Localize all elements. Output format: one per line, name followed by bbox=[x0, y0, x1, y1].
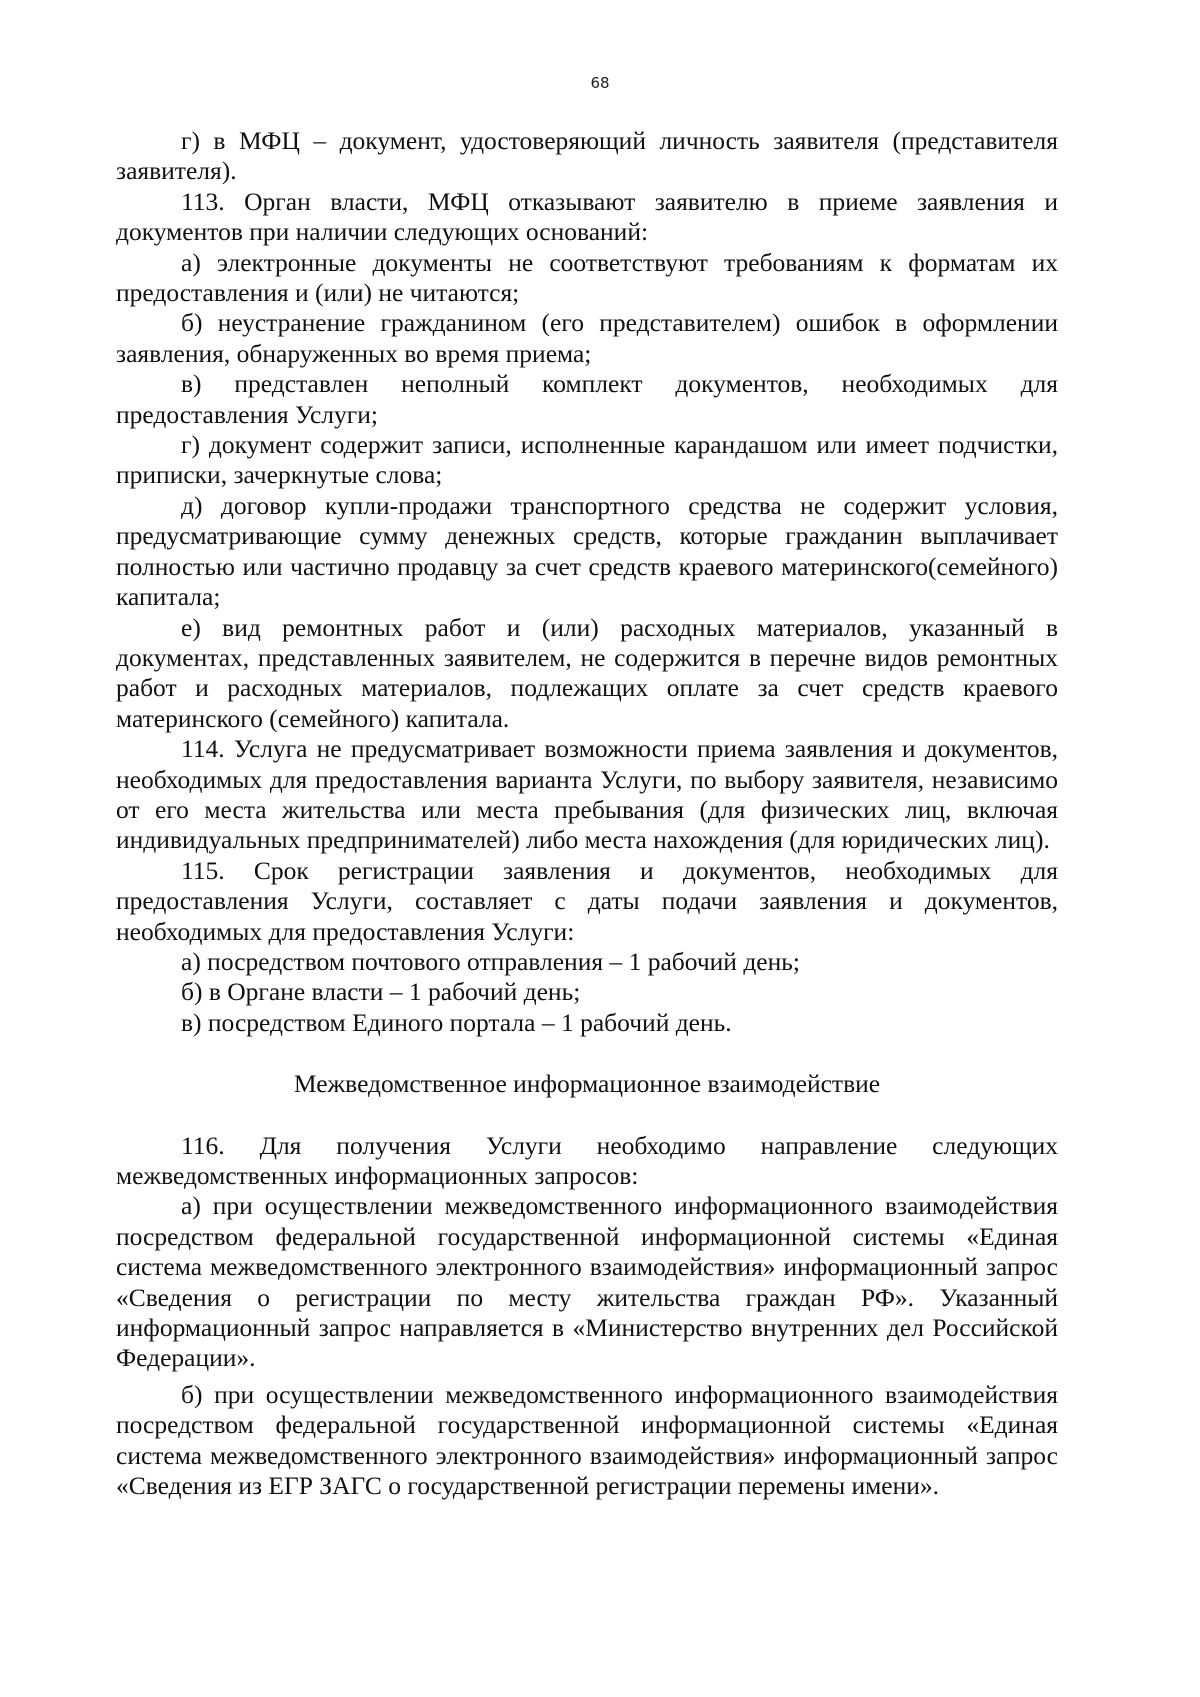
paragraph-113-e: е) вид ремонтных работ и (или) расходных материалов, указанный в документах, представленных заявителем, не содержится в перечне видов ремонтных работ и расходных материалов, подлежащих оплате за счет средств краевого материнского (семейного) капитала. bbox=[116, 612, 1058, 733]
document-body bbox=[116, 126, 1058, 1501]
paragraph-114: 114. Услуга не предусматривает возможности приема заявления и документов, необходимых для предоставления варианта Услуги, по выбору заявителя, независимо от его места жительства или места пребывания (для физических лиц, включая индивидуальных предпринимателей) либо места нахождения (для юридических лиц). bbox=[116, 734, 1058, 855]
paragraph-113-a: а) электронные документы не соответствуют требованиям к форматам их предоставления и (или) не читаются; bbox=[116, 247, 1058, 308]
paragraph-115-v: в) посредством Единого портала – 1 рабочий день. bbox=[181, 1007, 732, 1037]
section-heading: Межведомственное информационное взаимодействие bbox=[293, 1069, 881, 1099]
paragraph-113: 113. Орган власти, МФЦ отказывают заявителю в приеме заявления и документов при наличии следующих оснований: bbox=[116, 186, 1058, 247]
paragraph-115-b: б) в Органе власти – 1 рабочий день; bbox=[181, 977, 581, 1007]
paragraph-116-a: а) при осуществлении межведомственного информационного взаимодействия посредством федеральной государственной информационной системы «Единая система межведомственного электронного взаимодействия» информационный запрос «Сведения о регистрации по месту жительства граждан РФ». Указанный информационный запрос направляется в «Министерство внутренних дел Российской Федерации». bbox=[116, 1191, 1058, 1373]
paragraph-115: 115. Срок регистрации заявления и документов, необходимых для предоставления Услуги, составляет с даты подачи заявления и документов, необходимых для предоставления Услуги: bbox=[116, 855, 1058, 946]
paragraph-113-b: б) неустранение гражданином (его представителем) ошибок в оформлении заявления, обнаруженных во время приема; bbox=[116, 308, 1058, 368]
paragraph-113-d: д) договор купли-продажи транспортного средства не содержит условия, предусматривающие сумму денежных средств, которые гражданин выплачивает полностью или частично продавцу за счет средств краевого материнского(семейного) капитала; bbox=[116, 490, 1058, 612]
paragraph-116-b: б) при осуществлении межведомственного информационного взаимодействия посредством федеральной государственной информационной системы «Единая система межведомственного электронного взаимодействия» информационный запрос «Сведения из ЕГР ЗАГС о государственной регистрации перемены имени». bbox=[116, 1379, 1058, 1501]
paragraph-115-a: а) посредством почтового отправления – 1 рабочий день; bbox=[181, 946, 800, 976]
paragraph-116: 116. Для получения Услуги необходимо направление следующих межведомственных информационных запросов: bbox=[116, 1130, 1058, 1190]
page-number: 68 bbox=[590, 74, 610, 92]
paragraph-113-g: г) документ содержит записи, исполненные карандашом или имеет подчистки, приписки, зачеркнутые слова; bbox=[116, 430, 1058, 490]
paragraph-113-v: в) представлен неполный комплект документов, необходимых для предоставления Услуги; bbox=[116, 369, 1058, 429]
paragraph-g-mfc: г) в МФЦ – документ, удостоверяющий личность заявителя (представителя заявителя). bbox=[116, 126, 1058, 186]
